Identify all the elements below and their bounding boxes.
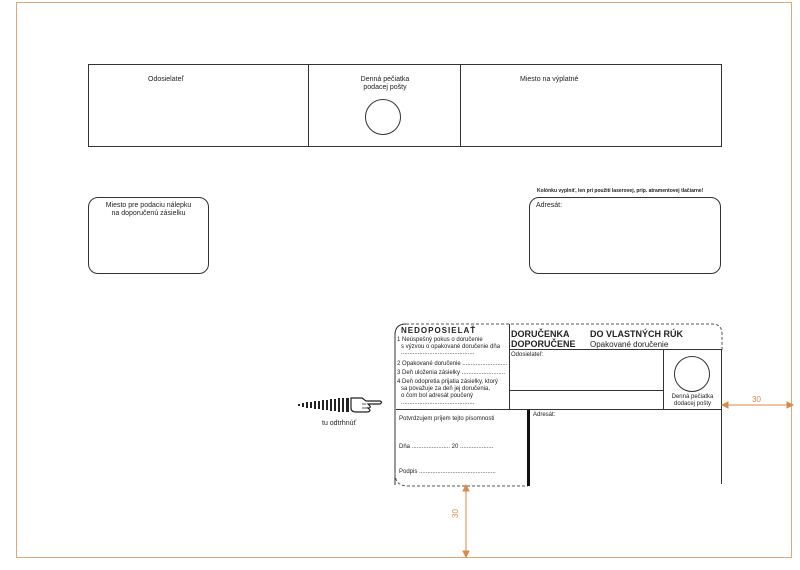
slip-item4-line4: ............................................ [401, 400, 475, 406]
slip-date-line: Dňa ....................... 20 .................... [399, 444, 494, 450]
slip-item3: 3 Deň uloženia zásielky .......................... [397, 370, 506, 376]
slip-item4-line1: 4 Deň odopretia prijatia zásielky, ktorý [397, 379, 498, 385]
slip-item1-line2: s výzvou o opakované doručenie dňa [401, 344, 501, 350]
sticker-label-line1: Miesto pre podaciu nálepku [105, 202, 192, 209]
slip-item1-line1: 1 Neúspešný pokus o doručenie [397, 337, 483, 343]
addressee-label: Adresát: [536, 202, 563, 209]
stamp-label-line2: podacej pošty [363, 84, 407, 91]
tear-label: tu odtrhnúť [322, 420, 357, 427]
slip-item4-line3: o čom bol adresát poučený [401, 393, 474, 399]
slip-item2: 2 Opakované doručenie ........................... [397, 361, 508, 367]
slip-confirm-text: Potvrdzujem príjem tejto písomnosti [399, 416, 495, 422]
slip-item4-line2: sa považuje za deň jej doručenia, [401, 386, 491, 392]
bottom-offset-label: 30 [451, 509, 460, 518]
nedoposielat-title: NEDOPOSIELAŤ [401, 326, 477, 335]
sticker-label-line2: na doporučenú zásielku [111, 210, 186, 217]
slip-signature-line: Podpis .............................................. [399, 469, 496, 475]
sender-label: Odosielateľ [148, 76, 184, 83]
addressee-note: Kolónku vyplniť, len pri použití laserovej, prip. atramentovej tlačiarne! [537, 188, 704, 194]
slip-title-left-1: DORUČENKA [511, 329, 570, 339]
postage-label: Miesto na výplatné [520, 76, 579, 83]
slip-stamp-line1: Denná pečiatka [671, 394, 714, 400]
slip-item1-line3: ............................................ [401, 350, 475, 356]
slip-title-right-2: Opakované doručenie [590, 340, 669, 349]
slip-stamp-line2: dodacej pošty [673, 401, 712, 407]
slip-title-right-1: DO VLASTNÝCH RÚK [590, 329, 684, 339]
right-offset-label: 30 [752, 395, 761, 404]
slip-sender-label: Odosielateľ: [511, 352, 544, 358]
slip-title-left-2: DOPORUČENE [511, 339, 576, 349]
slip-addressee-label: Adresát: [533, 412, 556, 418]
stamp-label-line1: Denná pečiatka [360, 76, 410, 83]
